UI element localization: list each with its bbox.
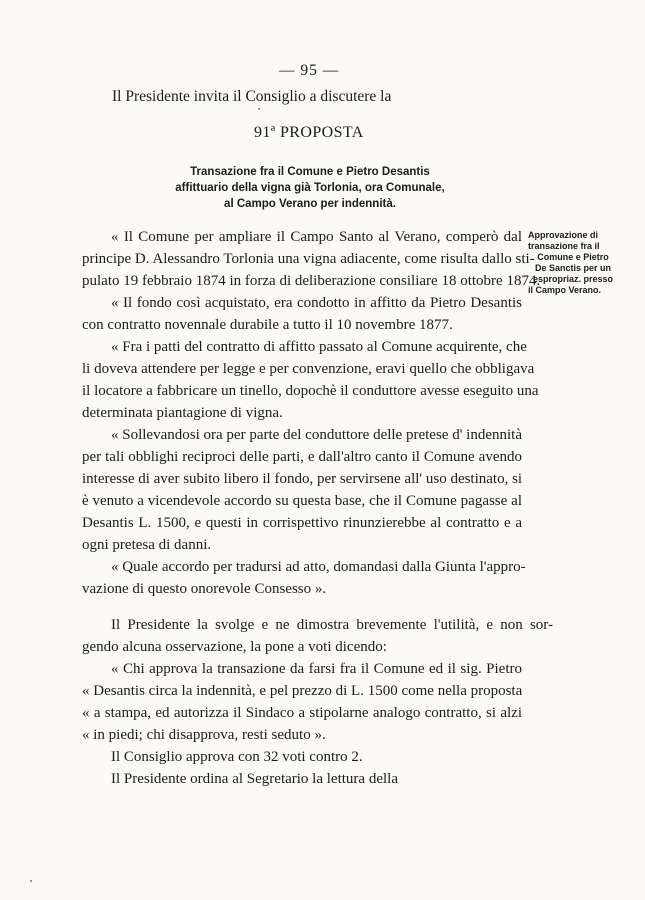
body-line: principe D. Alessandro Torlonia una vigna adiacente, come risulta dallo sti-: [82, 251, 535, 267]
closing-line: Il Presidente ordina al Segretario la lettura della: [111, 771, 398, 787]
margin-note-line: Approvazione di: [528, 230, 599, 240]
body-line: « Il Comune per ampliare il Campo Santo al Verano, comperò dal: [111, 229, 522, 245]
closing-line: « Chi approva la transazione da farsi fra il Comune ed il sig. Pietro: [111, 661, 522, 677]
body-line: Desantis L. 1500, e questi in corrispettivo rinunzierebbe al contratto e a: [82, 515, 522, 531]
body-line: interesse di aver subito libero il fondo, per servirsene all' uso destinato, si: [82, 471, 523, 487]
body-line: per tali obblighi reciproci delle parti, e dall'altro canto il Comune avendo: [82, 449, 522, 465]
body-line: il locatore a fabbricare un tinello, dopochè il conduttore avesse eseguito una: [82, 383, 539, 399]
closing-line: « in piedi; chi disapprova, resti seduto ».: [82, 727, 326, 743]
body-line: « Il fondo così acquistato, era condotto in affitto da Pietro Desantis: [111, 295, 522, 311]
body-line: è venuto a vicendevole accordo su questa base, che il Comune pagasse al: [82, 493, 522, 509]
subtitle-line: al Campo Verano per indennità.: [224, 198, 396, 210]
closing-line: Il Consiglio approva con 32 voti contro 2.: [111, 749, 363, 765]
page-number: — 95 —: [279, 62, 340, 79]
body-line: ogni pretesa di danni.: [82, 537, 212, 553]
closing-line: Il Presidente la svolge e ne dimostra brevemente l'utilità, e non sor-: [111, 617, 553, 633]
subtitle-line: affittuario della vigna già Torlonia, ora Comunale,: [175, 182, 445, 194]
margin-note-line: il Campo Verano.: [528, 285, 602, 295]
margin-note-line: Comune e Pietro: [537, 252, 609, 262]
closing-line: « Desantis circa la indennità, e pel prezzo di L. 1500 come nella proposta: [82, 683, 523, 699]
subtitle-line: Transazione fra il Comune e Pietro Desantis: [190, 166, 430, 178]
margin-note-line: De Sanctis per un: [534, 263, 612, 273]
proposal-heading: 91ª PROPOSTA: [254, 124, 364, 141]
body-line: « Fra i patti del contratto di affitto passato al Comune acquirente, che: [111, 339, 527, 355]
closing-line: gendo alcuna osservazione, la pone a voti dicendo:: [82, 639, 387, 655]
body-line: « Sollevandosi ora per parte del conduttore delle pretese d' indennità: [111, 427, 522, 443]
body-line: vazione di questo onorevole Consesso ».: [82, 581, 327, 597]
body-line: li doveva attendere per legge e per convenzione, eravi quello che obbligava: [82, 361, 535, 377]
margin-note-line: transazione fra il: [528, 241, 600, 251]
body-line: pulato 19 febbraio 1874 in forza di deliberazione consiliare 18 ottobre 1874.: [82, 273, 541, 289]
intro-line: Il Presidente invita il Consiglio a discutere la: [112, 88, 392, 105]
scan-speck: [30, 880, 32, 882]
scan-speck: [258, 108, 260, 110]
margin-note-line: espropriaz. presso: [532, 274, 614, 284]
closing-line: « a stampa, ed autorizza il Sindaco a stipolarne analogo contratto, si alzi: [82, 705, 522, 721]
body-line: determinata piantagione di vigna.: [82, 405, 283, 421]
body-line: « Quale accordo per tradursi ad atto, domandasi dalla Giunta l'appro-: [111, 559, 526, 575]
margin-note: [528, 230, 618, 296]
body-line: con contratto novennale durabile a tutto il 10 novembre 1877.: [82, 317, 453, 333]
